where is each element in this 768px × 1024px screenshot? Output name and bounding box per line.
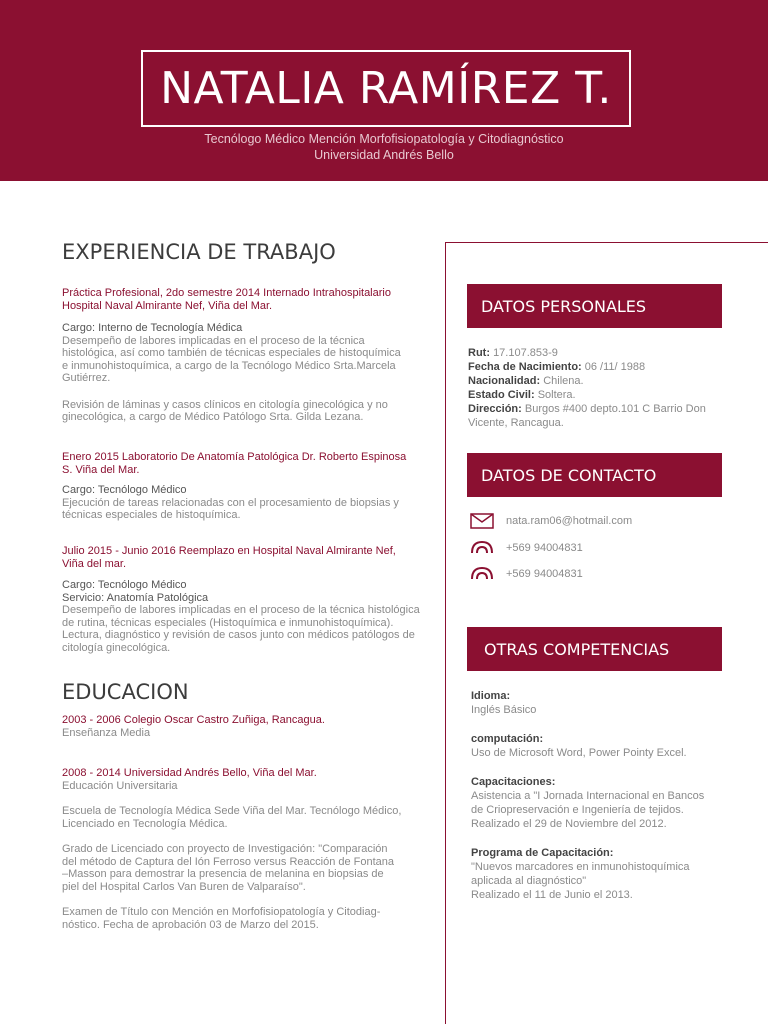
competency-text: "Nuevos marcadores en inmunohistoquímica: [471, 861, 690, 873]
job-service: Servicio: Anatomía Patológica: [62, 591, 209, 604]
header-banner: [0, 0, 768, 181]
job-heading-line: Práctica Profesional, 2do semestre 2014 Internado Intrahospitalario: [62, 287, 391, 299]
civil-row: [468, 388, 728, 402]
birth-value: 06 /11/ 1988: [584, 361, 646, 373]
job-heading-line: S. Viña del Mar.: [62, 463, 140, 476]
education-heading: 2003 - 2006 Colegio Oscar Castro Zuñiga, Rancagua.: [62, 714, 325, 726]
job-text-line: e inmunohistoquímica, a cargo de la Tecnólogo Médico Srta.Marcela: [62, 359, 396, 372]
phone-number[interactable]: +569 94004831: [506, 542, 583, 554]
personal-data-title: DATOS PERSONALES: [467, 284, 722, 328]
job-heading-line: Hospital Naval Almirante Nef, Viña del Mar.: [62, 299, 273, 312]
education-description: [62, 780, 427, 932]
job-text-line: histológica, así como también de técnicas especiales de histoquímica: [62, 347, 401, 359]
job-role: Cargo: Tecnólogo Médico: [62, 579, 187, 591]
job-description: [62, 335, 427, 424]
email-link[interactable]: nata.ram06@hotmail.com: [506, 515, 633, 527]
experience-title: EXPERIENCIA DE TRABAJO: [62, 240, 336, 264]
job-heading-line: Viña del mar.: [62, 557, 127, 570]
phone-icon: [470, 566, 494, 582]
job-heading-line: Enero 2015 Laboratorio De Anatomía Patológica Dr. Roberto Espinosa: [62, 451, 407, 463]
phone-number[interactable]: +569 94004831: [506, 568, 583, 580]
job-heading: [62, 545, 427, 570]
nationality-value: Chilena.: [543, 375, 584, 387]
job-description: [62, 604, 427, 654]
envelope-icon: [470, 513, 494, 529]
competencies-list: [471, 689, 731, 902]
competency-text: Inglés Básico: [471, 704, 537, 716]
rut-value: 17.107.853-9: [493, 347, 558, 359]
competency-text: Realizado el 11 de Junio el 2013.: [471, 889, 633, 901]
email-row: [470, 513, 632, 529]
competency-item: [471, 775, 731, 831]
birth-row: [468, 360, 728, 374]
competency-label: computación:: [471, 733, 544, 745]
civil-label: Estado Civil:: [468, 389, 535, 401]
phone-row: [470, 566, 583, 582]
education-text-line: del método de Captura del Ión Ferroso versus Reacción de Fontana: [62, 855, 395, 868]
civil-value: Soltera.: [537, 389, 576, 401]
personal-data: [468, 346, 728, 430]
education-text-line: Licenciado en Tecnología Médica.: [62, 817, 228, 830]
job-heading: [62, 287, 427, 312]
rut-row: [468, 346, 728, 360]
competency-label: Programa de Capacitación:: [471, 847, 614, 859]
competency-text: Realizado el 29 de Noviembre del 2012.: [471, 818, 667, 830]
education-entry: [62, 767, 427, 931]
job-text-line: de rutina, técnicas especiales (Histoquímica e inmunohistoquímica).: [62, 616, 394, 629]
education-text-line: Escuela de Tecnología Médica Sede Viña del Mar. Tecnólogo Médico,: [62, 805, 402, 817]
job-role: Cargo: Interno de Tecnología Médica: [62, 322, 243, 334]
birth-label: Fecha de Nacimiento:: [468, 361, 582, 373]
education-text-line: Educación Universitaria: [62, 779, 178, 792]
job-text-line: Desempeño de labores implicadas en el proceso de la técnica: [62, 334, 365, 347]
competency-item: [471, 732, 731, 760]
job-role: Cargo: Tecnólogo Médico: [62, 484, 187, 496]
job-text-line: Gutiérrez.: [62, 372, 111, 384]
job-heading: [62, 451, 427, 476]
university-name: Universidad Andrés Bello: [314, 148, 454, 162]
education-title: EDUCACION: [62, 680, 189, 704]
job-entry: [62, 287, 427, 424]
job-text-line: Lectura, diagnóstico y revisión de casos junto con médicos patólogos de: [62, 629, 415, 641]
job-entry: [62, 451, 427, 522]
phone-icon: [470, 540, 494, 556]
job-text-line: Desempeño de labores implicadas en el proceso de la técnica histológica: [62, 604, 420, 616]
name-frame: [141, 50, 631, 127]
education-text: Enseñanza Media: [62, 726, 151, 739]
competency-text: aplicada al diagnóstico": [471, 875, 587, 887]
address-label: Dirección:: [468, 403, 522, 415]
job-text-line: técnicas especiales de histoquímica.: [62, 509, 241, 521]
education-text-line: Examen de Título con Mención en Morfofisiopatología y Citodiag-: [62, 906, 381, 918]
address-value-cont: Vicente, Rancagua.: [468, 417, 564, 429]
nationality-row: [468, 374, 728, 388]
competency-label: Idioma:: [471, 690, 511, 702]
competency-label: Capacitaciones:: [471, 776, 556, 788]
competency-item: [471, 689, 731, 717]
address-value: Burgos #400 depto.101 C Barrio Don: [524, 403, 706, 415]
competency-text: Uso de Microsoft Word, Power Pointy Excel.: [471, 747, 687, 759]
competency-text: de Criopreservación e Ingeniería de tejidos.: [471, 804, 684, 816]
education-entry: [62, 714, 427, 739]
job-heading-line: Julio 2015 - Junio 2016 Reemplazo en Hospital Naval Almirante Nef,: [62, 545, 396, 557]
rut-label: Rut:: [468, 347, 490, 359]
job-description: [62, 497, 427, 522]
competency-item: [471, 846, 731, 902]
competency-text: Asistencia a "I Jornada Internacional en Bancos: [471, 790, 705, 802]
job-text-line: ginecológica, a cargo de Médico Patólogo Srta. Gilda Lezana.: [62, 411, 364, 423]
profession-title: Tecnólogo Médico Mención Morfofisiopatología y Citodiagnóstico: [204, 132, 564, 146]
education-text-line: piel del Hospital Carlos Van Buren de Valparaíso".: [62, 880, 306, 893]
education-text-line: Grado de Licenciado con proyecto de Investigación: "Comparación: [62, 843, 388, 855]
full-name: NATALIA RAMÍREZ T.: [160, 63, 612, 114]
competencies-title: OTRAS COMPETENCIAS: [467, 627, 722, 671]
education-text-line: –Masson para demostrar la presencia de melanina en biopsias de: [62, 868, 384, 880]
nationality-label: Nacionalidad:: [468, 375, 541, 387]
job-text-line: Revisión de láminas y casos clínicos en citología ginecológica y no: [62, 398, 388, 411]
education-text-line: nóstico. Fecha de aprobación 03 de Marzo del 2015.: [62, 918, 319, 931]
job-entry: [62, 545, 427, 654]
contact-title: DATOS DE CONTACTO: [467, 453, 722, 497]
job-text-line: citología ginecológica.: [62, 641, 171, 654]
job-text-line: Ejecución de tareas relacionadas con el procesamiento de biopsias y: [62, 496, 399, 509]
education-heading: 2008 - 2014 Universidad Andrés Bello, Viña del Mar.: [62, 767, 317, 779]
phone-row: [470, 540, 583, 556]
address-row: [468, 402, 728, 416]
